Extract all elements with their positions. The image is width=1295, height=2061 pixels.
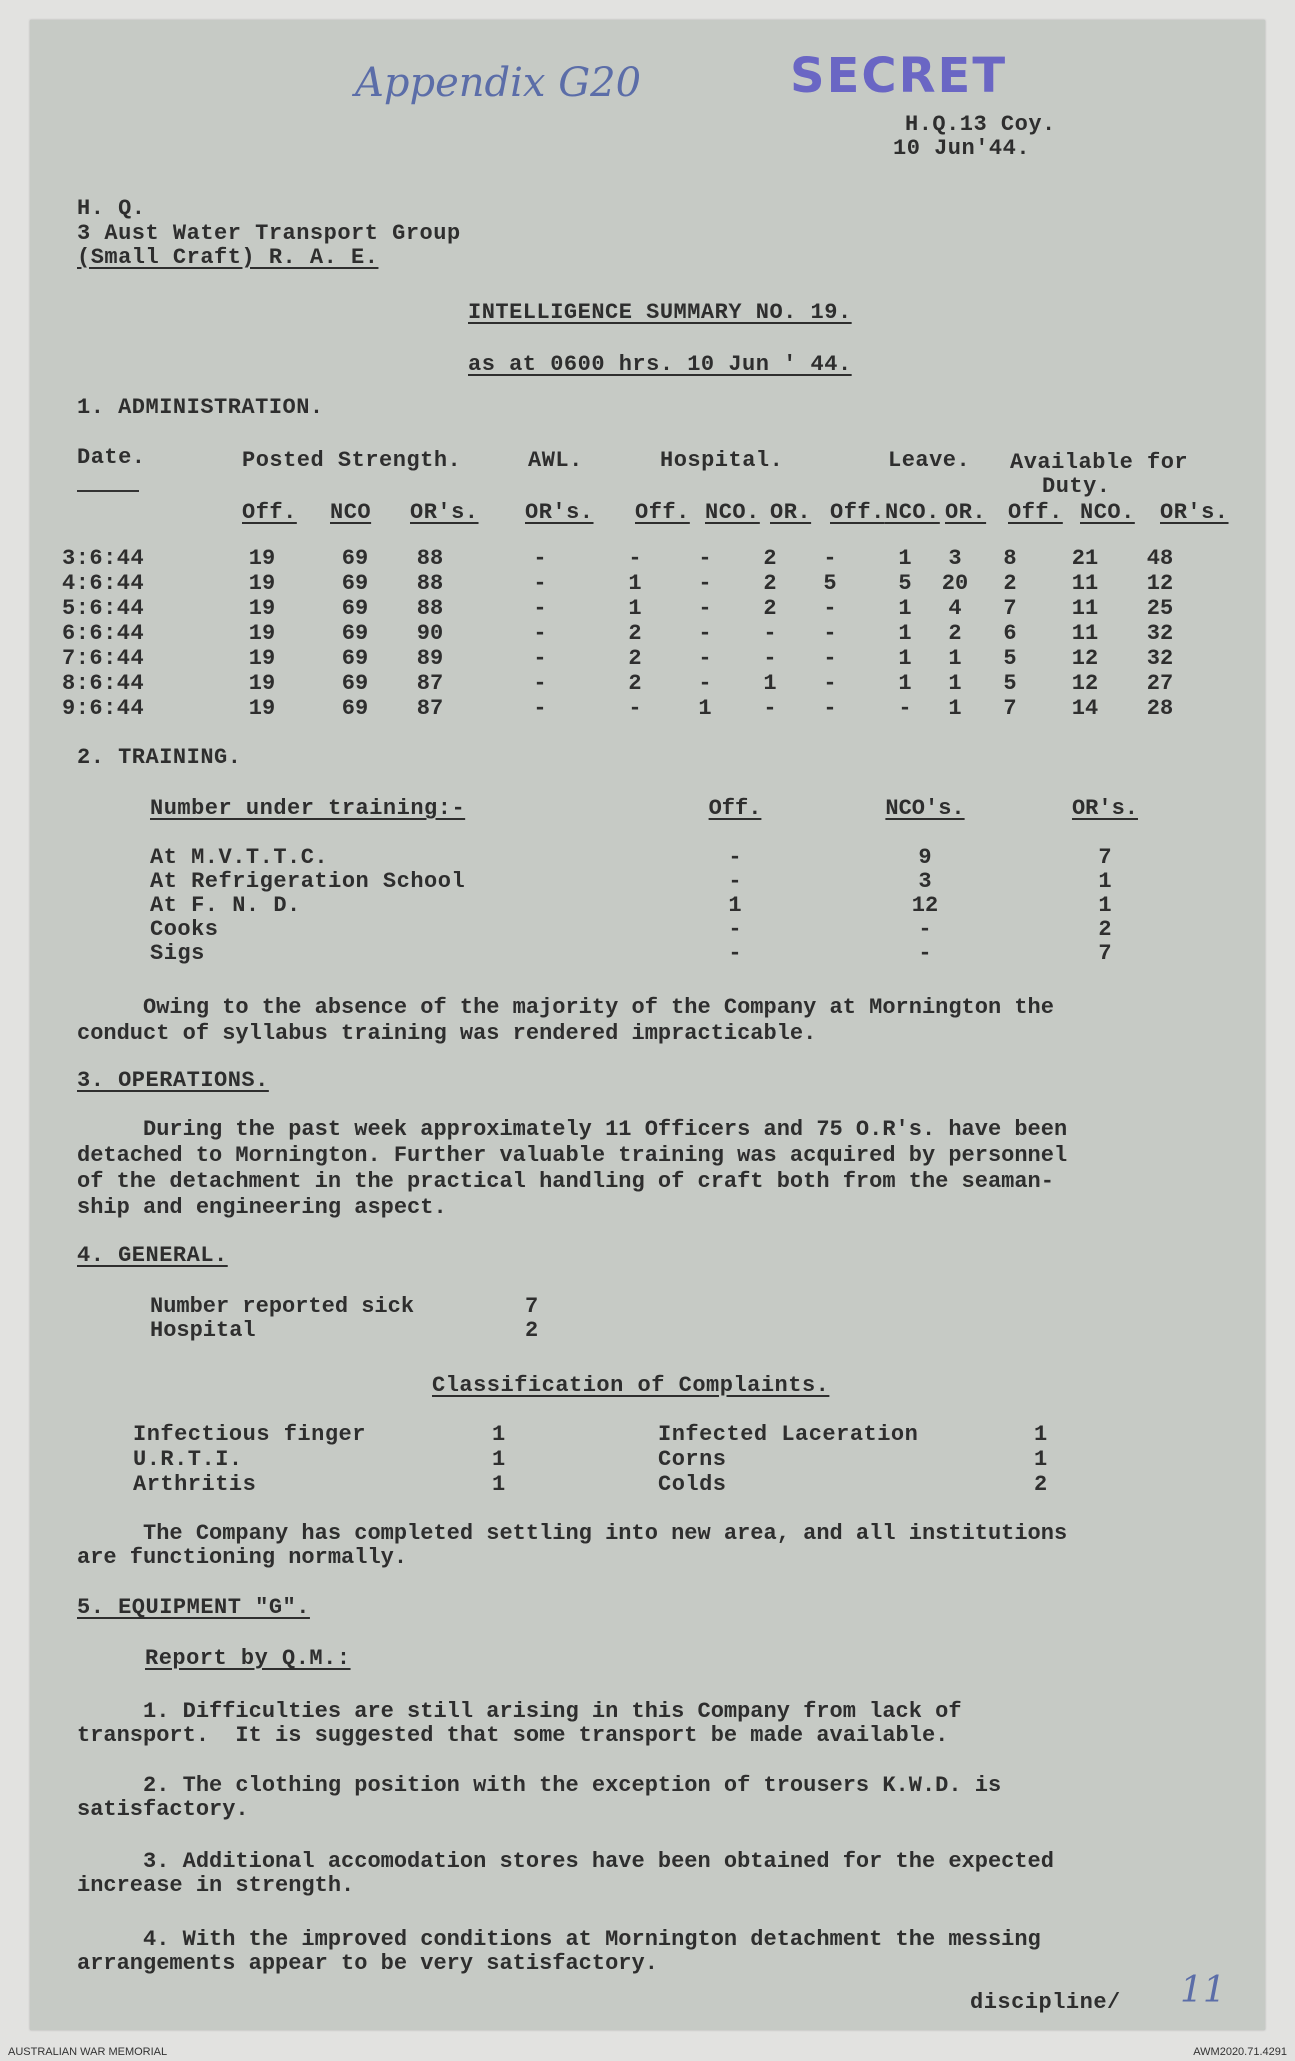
address-line-2: 3 Aust Water Transport Group (77, 221, 461, 246)
table-cell: 25 (1146, 596, 1174, 621)
complaint-label: Colds (658, 1472, 727, 1497)
training-cell: 12 (911, 893, 939, 918)
sub-header-cell: OR's. (410, 500, 479, 525)
table-cell: - (533, 571, 547, 596)
sub-header-cell: OR. (945, 500, 987, 525)
table-cell: - (698, 671, 712, 696)
training-row-label: Sigs (150, 941, 205, 966)
complaint-count: 1 (492, 1447, 506, 1472)
training-col-header: OR's. (1071, 796, 1138, 821)
date-underline (77, 490, 139, 492)
complaint-count: 1 (1034, 1422, 1048, 1447)
table-cell: - (823, 546, 837, 571)
table-cell: - (698, 596, 712, 621)
complaint-count: 1 (1034, 1447, 1048, 1472)
qm-para-4-line-1: 4. With the improved conditions at Mornington detachment the messing (77, 1927, 1041, 1952)
table-cell: 12 (1146, 571, 1174, 596)
operations-line-1: During the past week approximately 11 Officers and 75 O.R's. have been (77, 1117, 1068, 1142)
origin-line-2: 10 Jun'44. (893, 136, 1031, 161)
table-cell: 1 (898, 671, 912, 696)
table-cell: 19 (248, 546, 276, 571)
secret-stamp: SECRET (790, 48, 1008, 104)
col-group-leave: Leave. (888, 448, 971, 473)
table-cell: - (533, 546, 547, 571)
operations-line-3: of the detachment in the practical handling of craft both from the seaman- (77, 1169, 1054, 1194)
row-date: 3:6:44 (62, 546, 145, 571)
table-cell: 7 (1003, 696, 1017, 721)
col-header-date: Date. (77, 445, 146, 470)
table-cell: 5 (1003, 646, 1017, 671)
col-group-awl: AWL. (528, 448, 583, 473)
table-cell: 19 (248, 671, 276, 696)
operations-line-4: ship and engineering aspect. (77, 1195, 447, 1220)
sub-header-cell: NCO. (705, 500, 760, 525)
row-date: 5:6:44 (62, 596, 145, 621)
hospital-label: Hospital (150, 1318, 256, 1343)
training-cell: 9 (918, 845, 932, 870)
table-cell: 1 (763, 671, 777, 696)
sub-header-cell: OR's. (525, 500, 594, 525)
training-cell: 7 (1098, 941, 1112, 966)
table-cell: 69 (341, 546, 369, 571)
table-cell: 19 (248, 621, 276, 646)
complaint-count: 1 (492, 1472, 506, 1497)
table-cell: - (533, 671, 547, 696)
complaints-title: Classification of Complaints. (432, 1373, 830, 1398)
complaint-count: 1 (492, 1422, 506, 1447)
table-cell: 1 (898, 546, 912, 571)
col-group-available-line2: Duty. (1042, 474, 1111, 499)
table-cell: 7 (1003, 596, 1017, 621)
table-cell: 12 (1071, 671, 1099, 696)
address-line-3: (Small Craft) R. A. E. (77, 245, 379, 270)
qm-para-1-line-1: 1. Difficulties are still arising in this Company from lack of (77, 1699, 962, 1724)
table-cell: - (823, 596, 837, 621)
table-cell: 69 (341, 621, 369, 646)
table-cell: 11 (1071, 621, 1099, 646)
document-subtitle: as at 0600 hrs. 10 Jun ' 44. (468, 352, 852, 377)
row-date: 8:6:44 (62, 671, 145, 696)
table-cell: 8 (1003, 546, 1017, 571)
table-cell: 69 (341, 646, 369, 671)
table-cell: - (698, 621, 712, 646)
table-cell: - (628, 546, 642, 571)
table-cell: 1 (898, 621, 912, 646)
qm-report-label: Report by Q.M.: (145, 1646, 351, 1671)
origin-line-1: H.Q.13 Coy. (905, 112, 1056, 137)
table-cell: - (763, 621, 777, 646)
general-note-line-1: The Company has completed settling into new area, and all institutions (77, 1521, 1068, 1546)
general-note-line-2: are functioning normally. (77, 1545, 408, 1570)
hospital-value: 2 (525, 1318, 539, 1343)
table-cell: 87 (416, 671, 444, 696)
table-cell: 14 (1071, 696, 1099, 721)
complaint-label: Arthritis (133, 1472, 257, 1497)
table-cell: 1 (698, 696, 712, 721)
handwritten-page-number: 11 (1180, 1970, 1226, 2011)
table-cell: 48 (1146, 546, 1174, 571)
table-cell: 6 (1003, 621, 1017, 646)
row-date: 4:6:44 (62, 571, 145, 596)
table-cell: 89 (416, 646, 444, 671)
table-cell: 27 (1146, 671, 1174, 696)
complaint-label: Corns (658, 1447, 727, 1472)
table-cell: 4 (948, 596, 962, 621)
training-label: Number under training:- (150, 796, 466, 821)
table-cell: - (823, 646, 837, 671)
table-cell: - (898, 696, 912, 721)
sick-value: 7 (525, 1294, 539, 1319)
row-date: 6:6:44 (62, 621, 145, 646)
table-cell: - (698, 546, 712, 571)
row-date: 9:6:44 (62, 696, 145, 721)
table-cell: 2 (628, 671, 642, 696)
table-cell: 2 (628, 621, 642, 646)
table-cell: 21 (1071, 546, 1099, 571)
sub-header-cell: Off. (242, 500, 297, 525)
training-row-label: At Refrigeration School (150, 869, 466, 894)
table-cell: 69 (341, 571, 369, 596)
complaint-count: 2 (1034, 1472, 1048, 1497)
table-cell: 2 (1003, 571, 1017, 596)
training-cell: - (728, 917, 742, 942)
training-row-label: At F. N. D. (150, 893, 301, 918)
table-cell: 87 (416, 696, 444, 721)
table-cell: 88 (416, 596, 444, 621)
table-cell: - (823, 621, 837, 646)
table-cell: 5 (1003, 671, 1017, 696)
table-cell: 19 (248, 571, 276, 596)
table-cell: 19 (248, 596, 276, 621)
training-col-header: NCO's. (885, 796, 965, 821)
operations-line-2: detached to Mornington. Further valuable training was acquired by personnel (77, 1143, 1068, 1168)
table-cell: 2 (763, 596, 777, 621)
col-group-hospital: Hospital. (660, 448, 784, 473)
training-cell: - (918, 941, 932, 966)
table-cell: 2 (763, 571, 777, 596)
table-cell: - (698, 646, 712, 671)
table-cell: 28 (1146, 696, 1174, 721)
table-cell: 69 (341, 596, 369, 621)
sub-header-cell: Off. (1008, 500, 1063, 525)
table-cell: 3 (948, 546, 962, 571)
sub-header-cell: Off. (830, 500, 885, 525)
section-5-heading: 5. EQUIPMENT "G". (77, 1595, 310, 1620)
complaint-label: Infected Laceration (658, 1422, 919, 1447)
table-cell: - (533, 596, 547, 621)
qm-para-2-line-2: satisfactory. (77, 1797, 249, 1822)
table-cell: 1 (628, 571, 642, 596)
training-note-line-2: conduct of syllabus training was rendered impracticable. (77, 1021, 817, 1046)
training-cell: 1 (1098, 893, 1112, 918)
table-cell: 90 (416, 621, 444, 646)
qm-para-3-line-2: increase in strength. (77, 1873, 355, 1898)
training-cell: 1 (728, 893, 742, 918)
table-cell: - (628, 696, 642, 721)
table-cell: - (533, 646, 547, 671)
table-cell: 20 (941, 571, 969, 596)
table-cell: - (533, 621, 547, 646)
section-2-heading: 2. TRAINING. (77, 745, 242, 770)
table-cell: 1 (948, 696, 962, 721)
training-cell: - (728, 845, 742, 870)
training-cell: 2 (1098, 917, 1112, 942)
table-cell: 1 (948, 671, 962, 696)
sub-header-cell: NCO. (1080, 500, 1135, 525)
sub-header-cell: NCO. (885, 500, 940, 525)
table-cell: - (823, 696, 837, 721)
table-cell: 2 (948, 621, 962, 646)
sick-label: Number reported sick (150, 1294, 415, 1319)
sub-header-cell: NCO (330, 500, 372, 525)
catchword: discipline/ (970, 1990, 1121, 2015)
table-cell: 2 (628, 646, 642, 671)
training-row-label: Cooks (150, 917, 219, 942)
section-4-heading: 4. GENERAL. (77, 1243, 228, 1268)
table-cell: 69 (341, 696, 369, 721)
document-title: INTELLIGENCE SUMMARY NO. 19. (468, 300, 852, 325)
training-cell: 7 (1098, 845, 1112, 870)
table-cell: - (823, 671, 837, 696)
sub-header-cell: OR's. (1160, 500, 1229, 525)
footer-left: AUSTRALIAN WAR MEMORIAL (8, 2046, 168, 2058)
footer-right: AWM2020.71.4291 (1193, 2046, 1287, 2058)
table-cell: 19 (248, 696, 276, 721)
sub-header-cell: OR. (770, 500, 812, 525)
section-1-heading: 1. ADMINISTRATION. (77, 395, 324, 420)
qm-para-2-line-1: 2. The clothing position with the exception of trousers K.W.D. is (77, 1773, 1002, 1798)
table-cell: 5 (898, 571, 912, 596)
table-cell: 88 (416, 546, 444, 571)
table-cell: 32 (1146, 646, 1174, 671)
table-cell: 1 (898, 596, 912, 621)
training-col-header: Off. (708, 796, 762, 821)
table-cell: 19 (248, 646, 276, 671)
sub-header-cell: Off. (635, 500, 690, 525)
table-cell: - (533, 696, 547, 721)
training-row-label: At M.V.T.T.C. (150, 845, 329, 870)
training-note-line-1: Owing to the absence of the majority of the Company at Mornington the (77, 995, 1054, 1020)
table-cell: 88 (416, 571, 444, 596)
table-cell: 1 (948, 646, 962, 671)
qm-para-1-line-2: transport. It is suggested that some transport be made available. (77, 1723, 949, 1748)
handwritten-appendix-note: Appendix G20 (355, 60, 642, 106)
table-cell: 5 (823, 571, 837, 596)
training-cell: - (728, 941, 742, 966)
table-cell: - (698, 571, 712, 596)
training-cell: - (918, 917, 932, 942)
qm-para-3-line-1: 3. Additional accomodation stores have been obtained for the expected (77, 1849, 1054, 1874)
qm-para-4-line-2: arrangements appear to be very satisfactory. (77, 1951, 658, 1976)
table-cell: 2 (763, 546, 777, 571)
section-3-heading: 3. OPERATIONS. (77, 1068, 269, 1093)
col-group-posted: Posted Strength. (242, 448, 462, 473)
col-group-available: Available for (1010, 450, 1189, 475)
table-cell: 32 (1146, 621, 1174, 646)
table-cell: 12 (1071, 646, 1099, 671)
training-cell: - (728, 869, 742, 894)
row-date: 7:6:44 (62, 646, 145, 671)
table-cell: 11 (1071, 596, 1099, 621)
table-cell: 69 (341, 671, 369, 696)
address-line-1: H. Q. (77, 196, 146, 221)
complaint-label: U.R.T.I. (133, 1447, 243, 1472)
table-cell: 1 (628, 596, 642, 621)
complaint-label: Infectious finger (133, 1422, 366, 1447)
table-cell: - (763, 696, 777, 721)
training-cell: 3 (918, 869, 932, 894)
table-cell: - (763, 646, 777, 671)
training-cell: 1 (1098, 869, 1112, 894)
table-cell: 11 (1071, 571, 1099, 596)
table-cell: 1 (898, 646, 912, 671)
